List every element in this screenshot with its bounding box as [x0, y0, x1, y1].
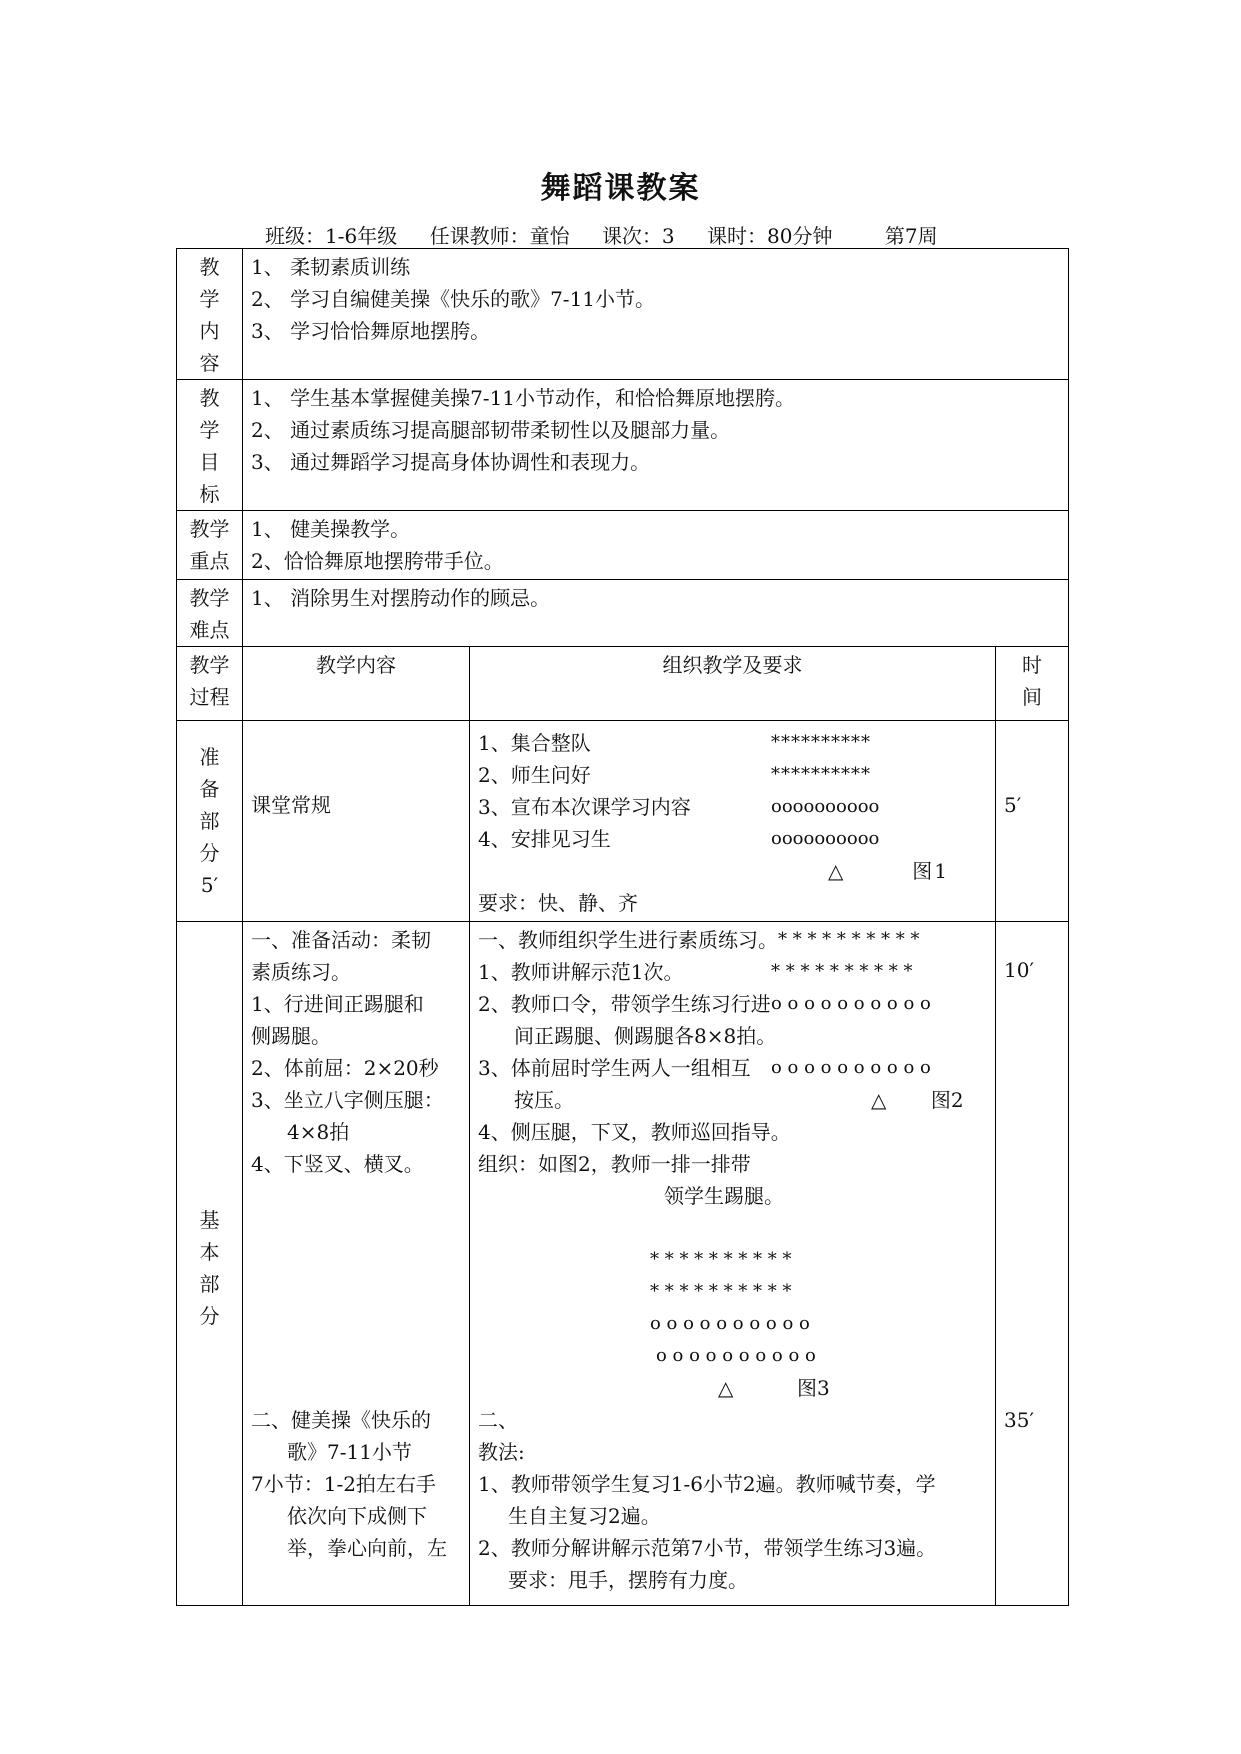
- objectives-items: [243, 380, 1069, 511]
- figure-1-label: △ 图1: [828, 859, 949, 883]
- prep-requirement: 要求：快、静、齐: [478, 891, 638, 915]
- prep-label: 准 备 部 分 5′: [177, 721, 243, 922]
- figure-2-label: △ 图2: [871, 1088, 964, 1112]
- week-info: 第7周: [884, 224, 938, 248]
- basic-time-part2: 35′: [1004, 1408, 1034, 1432]
- header-process: 教学 过程: [177, 647, 243, 721]
- page-title: 舞蹈课教案: [540, 171, 701, 206]
- content-item: 1、 柔韧素质训练: [251, 255, 411, 279]
- objective-item: 3、 通过舞蹈学习提高身体协调性和表现力。: [251, 450, 651, 474]
- lesson-info: [265, 220, 964, 249]
- org-title: 一、教师组织学生进行素质练习。: [478, 928, 778, 952]
- prep-organization: [470, 721, 996, 922]
- key-point-item: 2、恰恰舞原地摆胯带手位。: [251, 549, 504, 573]
- basic-label: 基 本 部 分: [177, 922, 243, 1606]
- formation-row: o o o o o o o o o o: [771, 993, 931, 1014]
- content-item: 3、 学习恰恰舞原地摆胯。: [251, 319, 491, 343]
- prep-step: 3、宣布本次课学习内容: [478, 795, 691, 819]
- basic-time: [996, 922, 1069, 1606]
- lesson-duration: 课时：80分钟: [707, 224, 833, 248]
- key-point-item: 1、 健美操教学。: [251, 517, 411, 541]
- content-items: [243, 249, 1069, 380]
- lesson-number: 课次：3: [601, 224, 675, 248]
- content-item: 2、 学习自编健美操《快乐的歌》7-11小节。: [251, 287, 656, 311]
- class-info: 班级：1-6年级: [265, 224, 398, 248]
- prep-step: 4、安排见习生: [478, 827, 611, 851]
- header-organization: 组织教学及要求: [470, 647, 996, 721]
- difficulty-item: 1、 消除男生对摆胯动作的顾忌。: [251, 586, 551, 610]
- formation-row: **********: [771, 764, 871, 785]
- teacher-info: 任课教师：童怡: [429, 224, 570, 248]
- objective-item: 1、 学生基本掌握健美操7-11小节动作，和恰恰舞原地摆胯。: [251, 386, 796, 410]
- prep-step: 2、师生问好: [478, 763, 591, 787]
- formation-row: oooooooooo: [771, 796, 880, 817]
- formation-row: **********: [771, 732, 871, 753]
- objectives-label: 教 学 目 标: [177, 380, 243, 511]
- key-points-label: 教学 重点: [177, 511, 243, 580]
- formation-row: * * * * * * * * * *: [771, 961, 913, 982]
- difficulties-items: [243, 580, 1069, 647]
- formation-row: * * * * * * * * * *: [650, 1281, 792, 1302]
- difficulties-label: 教学 难点: [177, 580, 243, 647]
- lesson-plan-table: [176, 248, 1069, 1606]
- formation-row: o o o o o o o o o o: [650, 1313, 810, 1334]
- key-points-items: [243, 511, 1069, 580]
- formation-row: oooooooooo: [771, 828, 880, 849]
- basic-organization: 一、教师组织学生进行素质练习。 * * * * * * * * * * 1、教师讲解示范1次。 * * * * * * * * * * 2、教师口令，带领学生练习行进 o o o o o o o o o o 间正踢腿、侧踢腿各8×8拍。 3、体前屈时学生两人一组相互 o o o o o o o o o o 按压。 △ 图2 4、侧压腿，下叉，教师巡回指导。 组织：如图2，教师一排一排带 领学生踢腿。 * * * * * * * * * * * * * * * * * * * * o o o o o o o o o o o o o o o o o o o o △ 图3 二、 教法: 1、教师带领学生复习1-6小节2遍。教师喊节奏，学 生自主复习2遍。 2、教师分解讲解示范第7小节，带领学生练习3遍。 要求：甩手，摆胯有力度。: [470, 922, 996, 1606]
- figure-3-label: △ 图3: [718, 1376, 830, 1400]
- formation-row: * * * * * * * * * *: [650, 1249, 792, 1270]
- objective-item: 2、 通过素质练习提高腿部韧带柔韧性以及腿部力量。: [251, 418, 731, 442]
- prep-step: 1、集合整队: [478, 731, 591, 755]
- header-content: 教学内容: [243, 647, 470, 721]
- content-label: 教 学 内 容: [177, 249, 243, 380]
- formation-row: o o o o o o o o o o: [656, 1345, 816, 1366]
- basic-time-part1: 10′: [1004, 958, 1034, 982]
- formation-row: * * * * * * * * * *: [778, 929, 920, 950]
- header-time: 时 间: [996, 647, 1069, 721]
- prep-content: 课堂常规: [243, 721, 470, 922]
- basic-content: 一、准备活动：柔韧 素质练习。 1、行进间正踢腿和 侧踢腿。 2、体前屈：2×20秒 3、坐立八字侧压腿： 4×8拍 4、下竖叉、横叉。 二、健美操《快乐的 歌》7-11小节 7小节：1-2拍左右手 依次向下成侧下 举，拳心向前，左: [243, 922, 470, 1606]
- prep-time: 5′: [996, 721, 1069, 922]
- formation-row: o o o o o o o o o o: [771, 1057, 931, 1078]
